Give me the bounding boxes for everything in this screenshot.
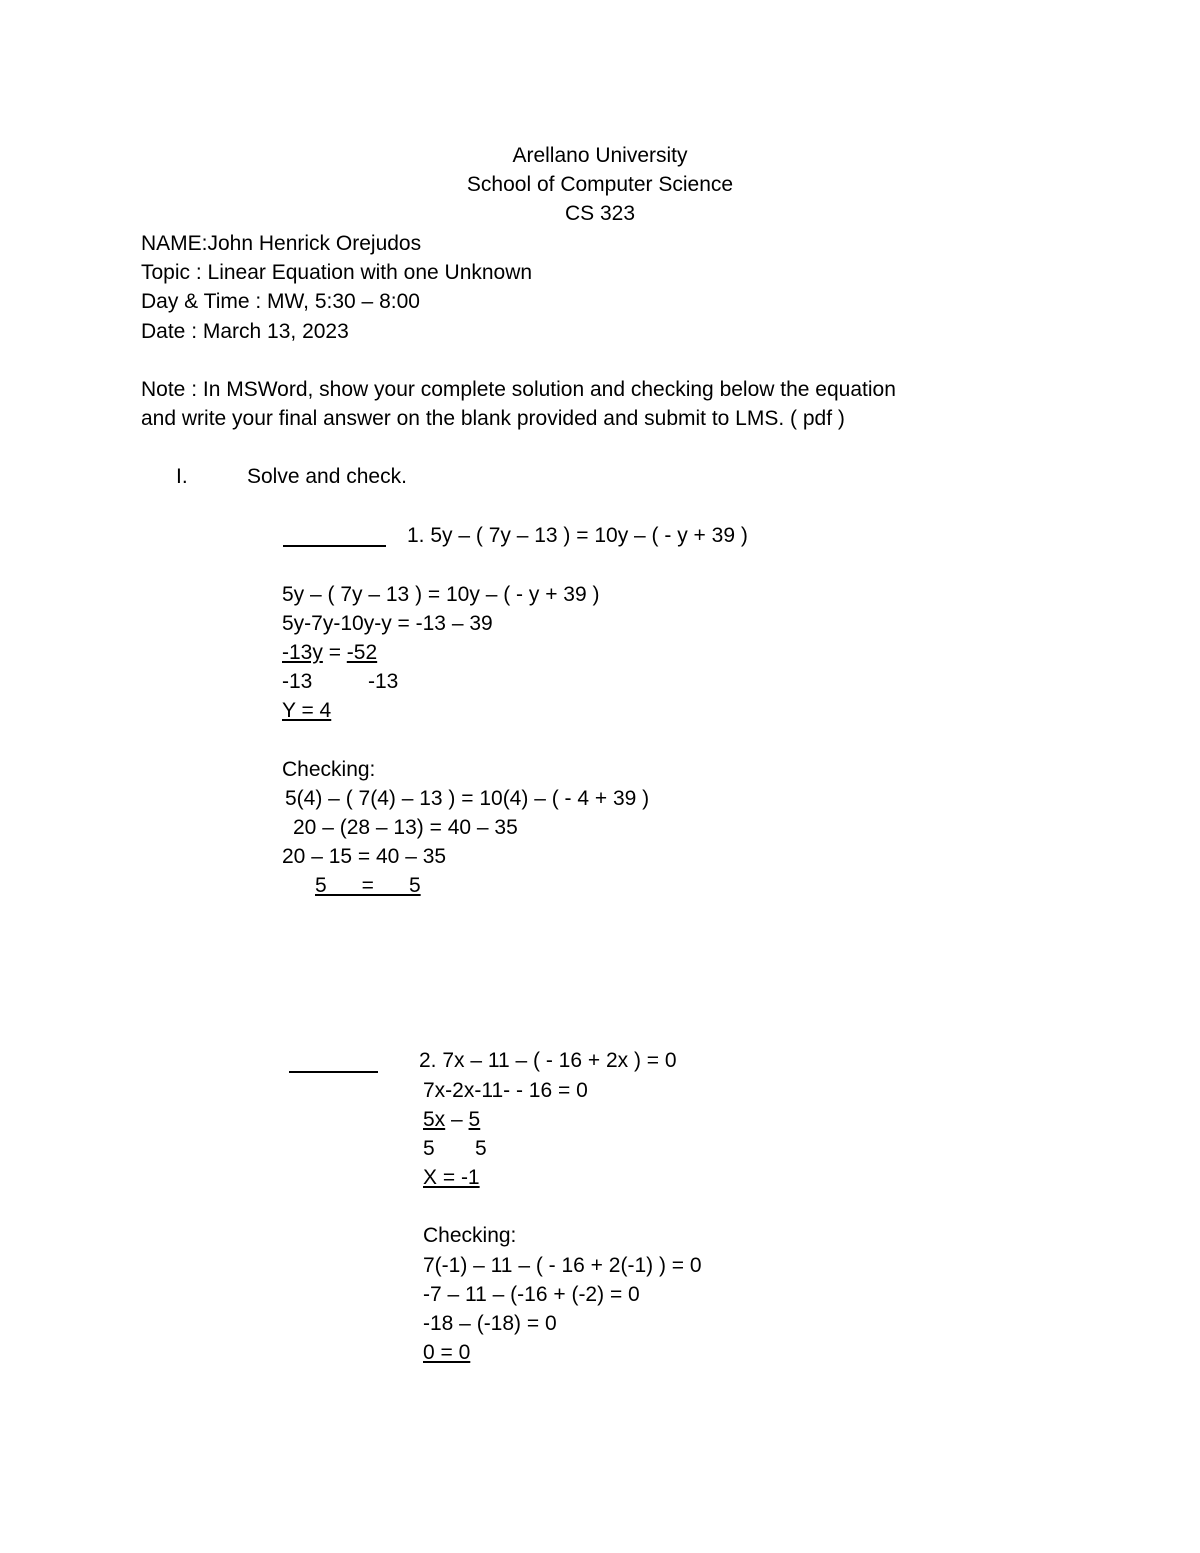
problem-2-check-step: -18 – (-18) = 0: [423, 1312, 557, 1335]
date-line: Date : March 13, 2023: [141, 320, 349, 343]
fraction-term: -13y: [282, 641, 323, 664]
problem-2-step: 7x-2x-11- - 16 = 0: [423, 1079, 588, 1102]
problem-1-fraction-denominator-right: -13: [368, 670, 399, 693]
problem-1-check-step: 20 – 15 = 40 – 35: [282, 845, 447, 868]
problem-2-fraction-denominator-left: 5: [423, 1137, 435, 1160]
problem-2-check-step: -7 – 11 – (-16 + (-2) = 0: [423, 1283, 640, 1306]
problem-1-check-step: 20 – (28 – 13) = 40 – 35: [293, 816, 518, 839]
equals-sign: =: [322, 641, 347, 664]
minus-sign: –: [445, 1108, 469, 1131]
problem-1-equation: 1. 5y – ( 7y – 13 ) = 10y – ( - y + 39 ): [407, 524, 748, 547]
fraction-term: -52: [346, 641, 378, 664]
answer-blank-1: [283, 545, 386, 547]
note-line-2: and write your final answer on the blank provided and submit to LMS. ( pdf ): [141, 407, 845, 430]
university-name: Arellano University: [512, 144, 688, 167]
problem-1-checking-label: Checking:: [282, 758, 376, 781]
school-name: School of Computer Science: [466, 173, 734, 196]
note-line-1: Note : In MSWord, show your complete solution and checking below the equation: [141, 378, 896, 401]
day-time-line: Day & Time : MW, 5:30 – 8:00: [141, 290, 420, 313]
problem-1-fraction-denominator-left: -13: [282, 670, 313, 693]
problem-1-fraction-numerator: [282, 641, 377, 665]
problem-2-fraction-numerator: [423, 1108, 480, 1132]
course-code: CS 323: [564, 202, 636, 225]
fraction-term: 5: [468, 1108, 481, 1131]
problem-2-fraction-denominator-right: 5: [475, 1137, 487, 1160]
problem-2-equation: 2. 7x – 11 – ( - 16 + 2x ) = 0: [419, 1049, 677, 1072]
problem-1-step: 5y – ( 7y – 13 ) = 10y – ( - y + 39 ): [282, 583, 600, 606]
problem-2-checking-label: Checking:: [423, 1224, 517, 1247]
problem-1-check-step: 5(4) – ( 7(4) – 13 ) = 10(4) – ( - 4 + 39 ): [285, 787, 650, 810]
fraction-term: 5x: [423, 1108, 446, 1131]
problem-2-check-final: 0 = 0: [423, 1341, 471, 1364]
topic-line: Topic : Linear Equation with one Unknown: [141, 261, 533, 284]
problem-1-step: 5y-7y-10y-y = -13 – 39: [282, 612, 493, 635]
problem-1-check-final: 5 = 5: [315, 874, 421, 897]
student-name: NAME:John Henrick Orejudos: [141, 232, 422, 255]
problem-1-answer: Y = 4: [282, 699, 332, 722]
problem-2-answer: X = -1: [423, 1166, 480, 1189]
problem-2-check-step: 7(-1) – 11 – ( - 16 + 2(-1) ) = 0: [423, 1254, 702, 1277]
section-numeral: I.: [176, 465, 188, 488]
section-title: Solve and check.: [247, 465, 407, 488]
answer-blank-2: [289, 1071, 378, 1073]
